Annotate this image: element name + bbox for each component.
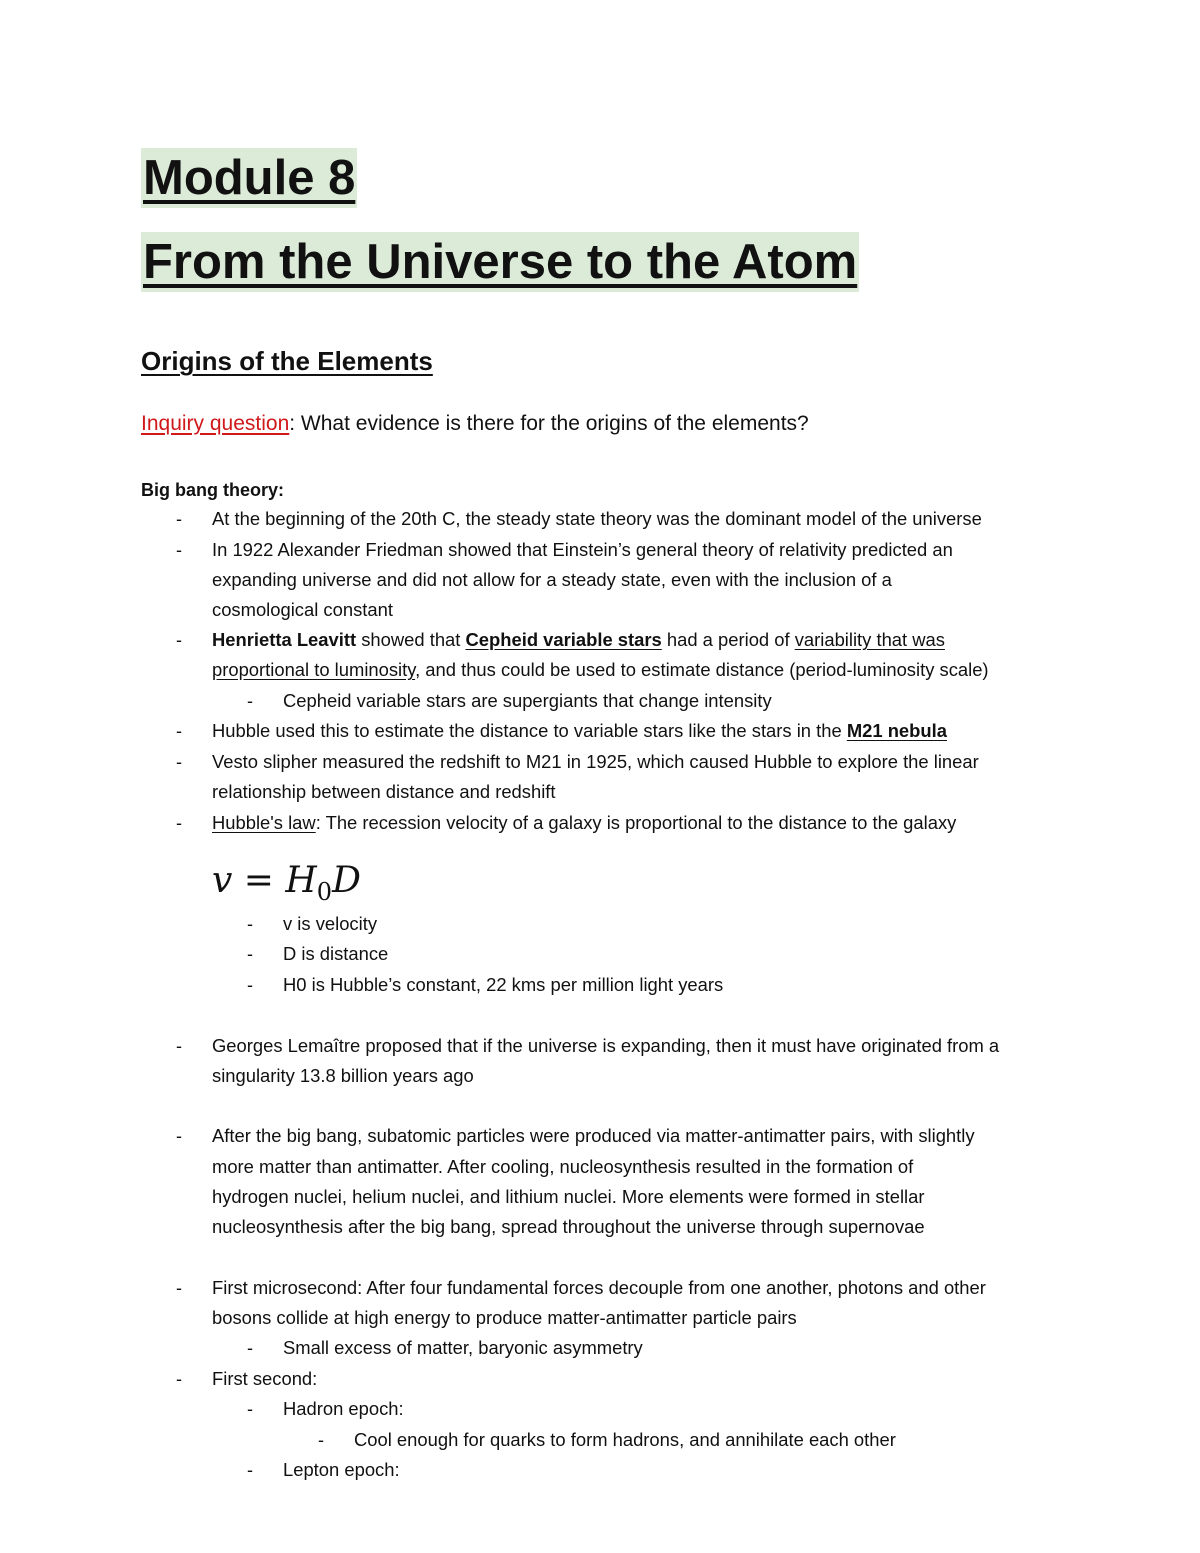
- sub-bullet-text: H0 is Hubble’s constant, 22 kms per million light years: [283, 974, 724, 995]
- variability-term: variability that was: [794, 629, 945, 650]
- module-subtitle: From the Universe to the Atom: [141, 232, 859, 292]
- inquiry-question: [141, 412, 809, 436]
- bullet-text: At the beginning of the 20th C, the steady state theory was the dominant model of the universe: [212, 508, 982, 529]
- bullet-text: nucleosynthesis after the big bang, spread throughout the universe through supernovae: [212, 1216, 925, 1237]
- sub-bullet-text: D is distance: [283, 943, 389, 964]
- bullet-dash: -: [247, 944, 253, 964]
- inquiry-label: Inquiry question: [141, 412, 290, 435]
- bullet-dash: -: [247, 914, 253, 934]
- bullet-dash: -: [247, 691, 253, 711]
- hubble-formula: [212, 860, 361, 906]
- bullet-text: expanding universe and did not allow for a steady state, even with the inclusion of a: [212, 569, 892, 590]
- bullet-dash: -: [176, 509, 182, 529]
- bullet-text: cosmological constant: [212, 599, 393, 620]
- bullet-text: Georges Lemaître proposed that if the universe is expanding, then it must have originated from a: [212, 1035, 1000, 1056]
- sub-bullet-text: Lepton epoch:: [283, 1459, 400, 1480]
- formula-subscript: 0: [316, 878, 333, 907]
- sub-bullet-text: Cepheid variable stars are supergiants that change intensity: [283, 690, 772, 711]
- cepheid-term: Cepheid variable stars: [465, 629, 662, 650]
- person-name: Henrietta Leavitt: [212, 629, 357, 650]
- bullet-text: singularity 13.8 billion years ago: [212, 1065, 474, 1086]
- bullet-dash: -: [176, 752, 182, 772]
- bullet-text-part: , and thus could be used to estimate distance (period-luminosity scale): [415, 659, 989, 680]
- bullet-text-part: Hubble used this to estimate the distance to variable stars like the stars in the: [212, 720, 847, 741]
- bullet-text: Vesto slipher measured the redshift to M21 in 1925, which caused Hubble to explore the linear: [212, 751, 979, 772]
- luminosity-term: proportional to luminosity: [212, 659, 416, 680]
- module-title: Module 8: [141, 148, 357, 208]
- section-heading: Origins of the Elements: [141, 346, 433, 376]
- bullet-dash: -: [247, 1460, 253, 1480]
- sub-sub-bullet-text: Cool enough for quarks to form hadrons, and annihilate each other: [354, 1429, 896, 1450]
- bullet-dash: -: [247, 1399, 253, 1419]
- bullet-text: After the big bang, subatomic particles were produced via matter-antimatter pairs, with slightly: [212, 1125, 975, 1146]
- formula-part: v = H: [212, 860, 317, 901]
- m21-term: M21 nebula: [846, 720, 947, 741]
- inquiry-text: : What evidence is there for the origins of the elements?: [289, 412, 809, 435]
- bullet-dash: -: [176, 1278, 182, 1298]
- bullet-dash: -: [176, 1126, 182, 1146]
- subsection-heading: Big bang theory:: [141, 480, 284, 500]
- formula-part: D: [332, 860, 361, 901]
- bullet-text-part: had a period of: [661, 629, 795, 650]
- bullet-dash: -: [176, 540, 182, 560]
- bullet-text: hydrogen nuclei, helium nuclei, and lithium nuclei. More elements were formed in stellar: [212, 1186, 925, 1207]
- bullet-dash: -: [176, 813, 182, 833]
- bullet-dash: -: [318, 1430, 324, 1450]
- bullet-dash: -: [247, 975, 253, 995]
- bullet-text: [212, 716, 947, 746]
- bullet-dash: -: [176, 1036, 182, 1056]
- bullet-text: [212, 808, 956, 838]
- bullet-text: more matter than antimatter. After cooling, nucleosynthesis resulted in the formation of: [212, 1156, 914, 1177]
- bullet-text: [212, 655, 989, 685]
- bullet-text-part: : The recession velocity of a galaxy is proportional to the distance to the galaxy: [315, 812, 957, 833]
- bullet-text: [212, 625, 945, 655]
- bullet-dash: -: [247, 1338, 253, 1358]
- sub-bullet-text: v is velocity: [283, 913, 378, 934]
- sub-bullet-text: Small excess of matter, baryonic asymmetry: [283, 1337, 643, 1358]
- bullet-dash: -: [176, 630, 182, 650]
- bullet-dash: -: [176, 1369, 182, 1389]
- bullet-text-part: showed that: [356, 629, 466, 650]
- bullet-text: bosons collide at high energy to produce matter-antimatter particle pairs: [212, 1307, 797, 1328]
- bullet-text: First microsecond: After four fundamental forces decouple from one another, photons and other: [212, 1277, 986, 1298]
- bullet-text: First second:: [212, 1368, 318, 1389]
- hubbles-law-term: Hubble's law: [212, 812, 316, 833]
- sub-bullet-text: Hadron epoch:: [283, 1398, 404, 1419]
- bullet-text: In 1922 Alexander Friedman showed that Einstein’s general theory of relativity predicted an: [212, 539, 953, 560]
- bullet-text: relationship between distance and redshift: [212, 781, 556, 802]
- bullet-dash: -: [176, 721, 182, 741]
